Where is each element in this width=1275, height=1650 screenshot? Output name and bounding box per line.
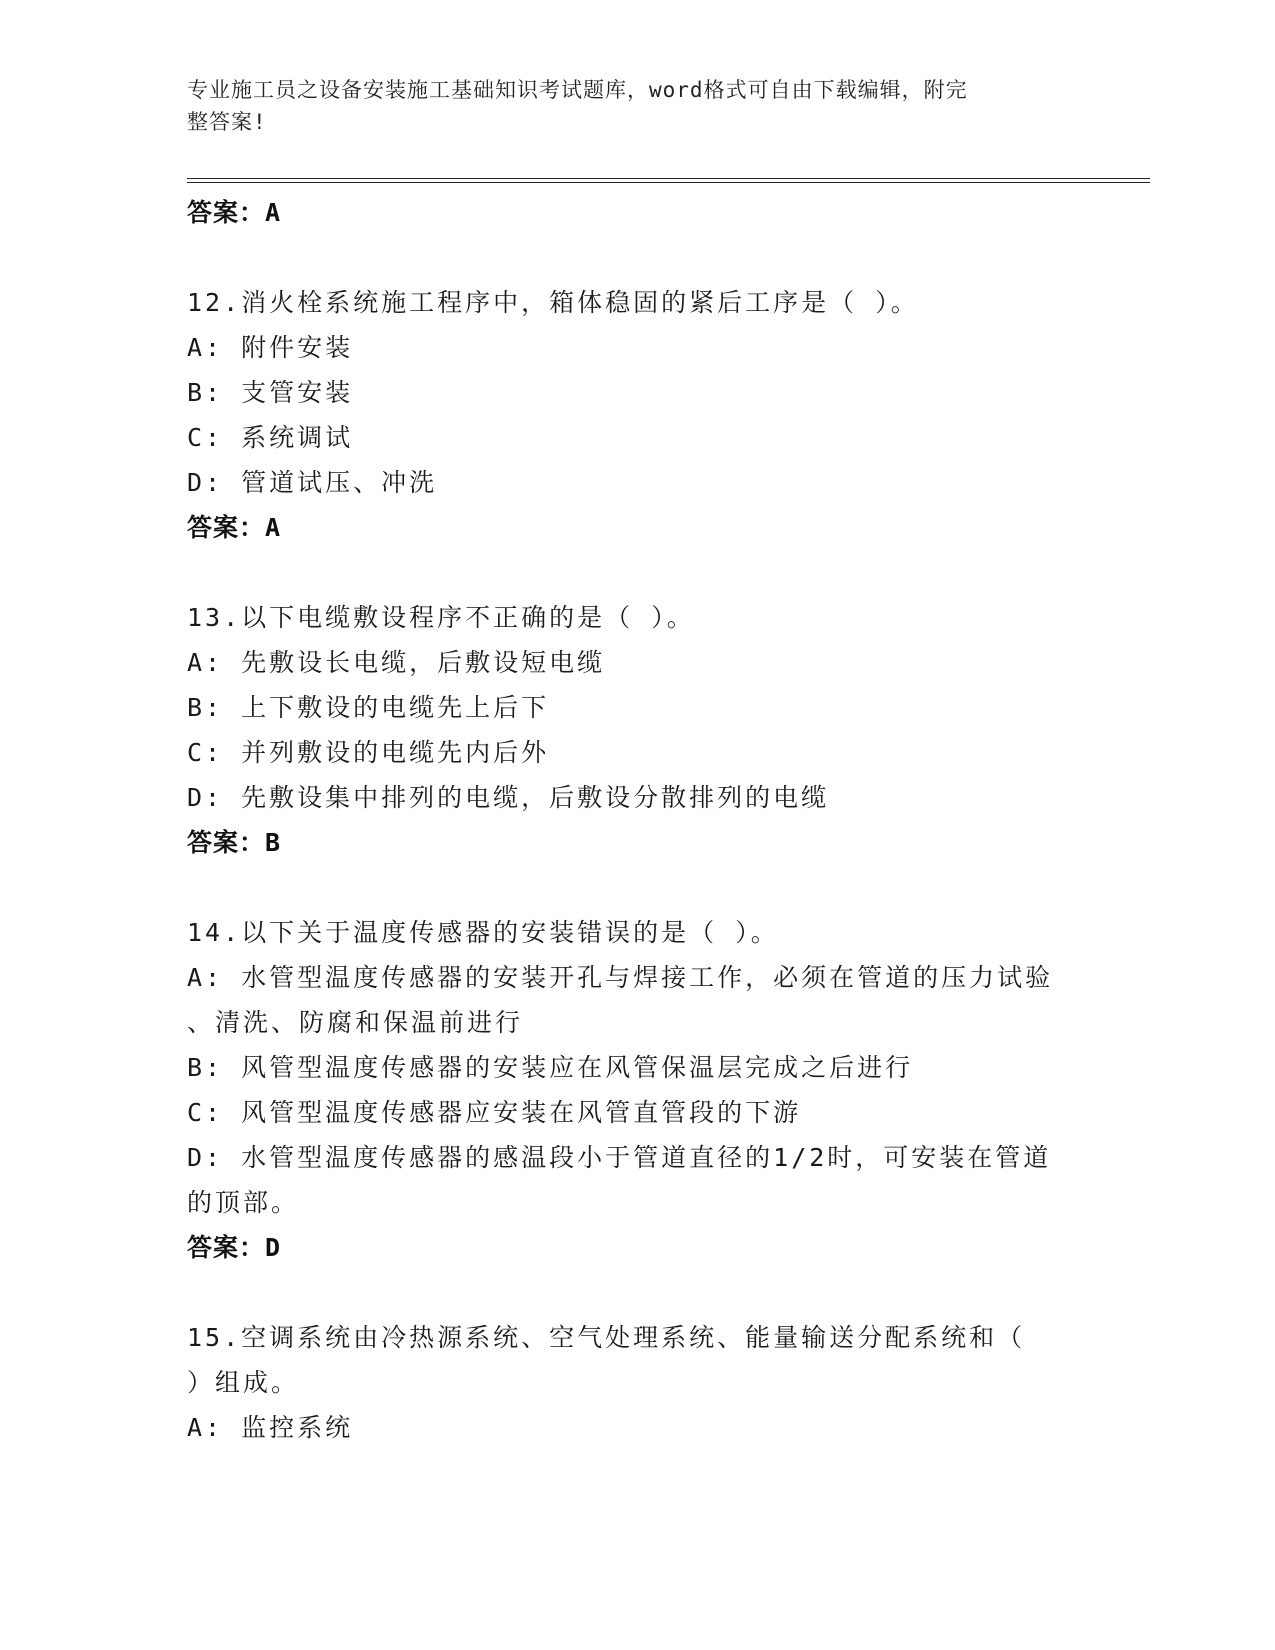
option-b: B: 支管安装 bbox=[187, 378, 354, 407]
answer-line: 答案：D bbox=[187, 1233, 282, 1262]
question-stem: 14.以下关于温度传感器的安装错误的是（ ）。 bbox=[187, 918, 779, 947]
option-d: D: 管道试压、冲洗 bbox=[187, 468, 438, 497]
option-a: A: 监控系统 bbox=[187, 1413, 354, 1442]
question-list bbox=[187, 190, 1087, 1450]
option-a: A: 附件安装 bbox=[187, 333, 354, 362]
question-14 bbox=[187, 910, 1087, 1270]
option-a: A: 水管型温度传感器的安装开孔与焊接工作，必须在管道的压力试验 、清洗、防腐和保温前进行 bbox=[187, 963, 1054, 1037]
header-line-1: 专业施工员之设备安装施工基础知识考试题库，word格式可自由下载编辑，附完 bbox=[187, 78, 968, 102]
option-c: C: 系统调试 bbox=[187, 423, 354, 452]
option-d: D: 水管型温度传感器的感温段小于管道直径的1/2时，可安装在管道 的顶部。 bbox=[187, 1143, 1052, 1217]
question-13 bbox=[187, 595, 1087, 865]
option-b: B: 风管型温度传感器的安装应在风管保温层完成之后进行 bbox=[187, 1053, 914, 1082]
option-b: B: 上下敷设的电缆先上后下 bbox=[187, 693, 550, 722]
option-c: C: 风管型温度传感器应安装在风管直管段的下游 bbox=[187, 1098, 802, 1127]
option-d: D: 先敷设集中排列的电缆，后敷设分散排列的电缆 bbox=[187, 783, 830, 812]
document-header bbox=[187, 74, 1067, 138]
option-a: A: 先敷设长电缆，后敷设短电缆 bbox=[187, 648, 606, 677]
header-divider-top bbox=[187, 178, 1150, 179]
question-12 bbox=[187, 280, 1087, 550]
question-stem: 15.空调系统由冷热源系统、空气处理系统、能量输送分配系统和（ ）组成。 bbox=[187, 1323, 1026, 1397]
question-15 bbox=[187, 1315, 1087, 1450]
header-line-2: 整答案! bbox=[187, 110, 267, 134]
answer-line: 答案：A bbox=[187, 198, 282, 227]
option-c: C: 并列敷设的电缆先内后外 bbox=[187, 738, 550, 767]
question-stem: 12.消火栓系统施工程序中，箱体稳固的紧后工序是（ ）。 bbox=[187, 288, 919, 317]
answer-line: 答案：B bbox=[187, 828, 282, 857]
header-divider-bottom bbox=[187, 182, 1150, 183]
answer-line: 答案：A bbox=[187, 513, 282, 542]
question-stem: 13.以下电缆敷设程序不正确的是（ ）。 bbox=[187, 603, 695, 632]
